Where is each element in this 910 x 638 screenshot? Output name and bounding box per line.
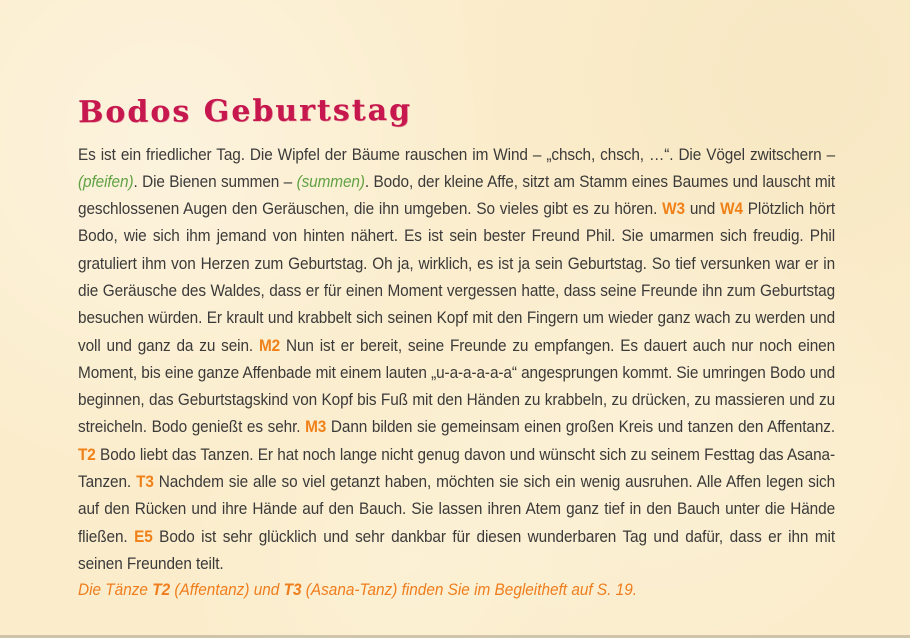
story-paragraph: [78, 142, 835, 579]
dance-code: T3: [283, 580, 302, 599]
text-run: und: [684, 200, 721, 219]
cue-marker: T3: [136, 473, 154, 492]
cue-marker: M2: [258, 336, 281, 355]
cue-marker: W3: [662, 200, 685, 219]
text-run: . Die Bienen summen –: [133, 172, 297, 191]
cue-marker: E5: [134, 527, 153, 546]
text-run: Es ist ein friedlicher Tag. Die Wipfel der Bäume rauschen im Wind – „chsch, chsch, …“. Die Vögel zwitschern –: [78, 145, 836, 164]
cue-marker: T2: [78, 445, 96, 464]
text-run: . Bodo, der kleine Affe, sitzt am Stamm eines Baumes und lauscht mit geschlossenen Augen den Geräuschen, die ihn umgeben. So vieles gibt es zu hören.: [78, 172, 836, 219]
sound-cue: (summen): [296, 172, 365, 191]
dance-code: T2: [152, 580, 171, 599]
text-run: (Affentanz) und: [170, 580, 284, 599]
text-run: Bodo ist sehr glücklich und sehr dankbar für diesen wunderbaren Tag und dafür, dass er ihn mit seinen Freunden teilt.: [78, 527, 836, 573]
text-run: Nachdem sie alle so viel getanzt haben, möchten sie sich ein wenig ausruhen. Alle Affen legen sich auf den Rücken und ihre Hände auf den Bauch. Sie lassen ihren Atem ganz tief in den Bauch unter die Hände fließen.: [78, 473, 836, 546]
text-run: (Asana-Tanz) finden Sie im Begleitheft auf S. 19.: [301, 580, 638, 599]
text-run: Plötzlich hört Bodo, wie sich ihm jemand von hinten nähert. Es ist sein bester Freund Phil. Sie umarmen sich freudig. Phil gratuliert ihm von Herzen zum Geburtstag. Oh ja, wirklich, es ist ja sein Geburtstag. So tief versunken war er in die Geräusche des Waldes, dass er für einen Moment vergessen hatte, dass seine Freunde ihn zum Geburtstag besuchen würden. Er krault und krabbelt sich seinen Kopf mit den Fingern um wieder ganz wach zu werden und voll und ganz da zu sein.: [78, 200, 836, 355]
cue-marker: M3: [305, 418, 327, 437]
footer-note: [78, 578, 835, 602]
text-run: Bodo liebt das Tanzen. Er hat noch lange nicht genug davon und wünscht sich zu seinem Festtag das Asana-Tanzen.: [78, 445, 836, 492]
text-run: Nun ist er bereit, seine Freunde zu empfangen. Es dauert auch nur noch einen Moment, bis eine ganze Affenbade mit einem lauten „u-a-a-a-a-a“ angesprungen kommt. Sie umringen Bodo und beginnen, das Geburtstagskind von Kopf bis Fuß mit den Händen zu krabbeln, zu drücken, zu massieren und zu streicheln. Bodo genießt es sehr.: [78, 336, 836, 437]
sound-cue: (pfeifen): [78, 172, 134, 191]
cue-marker: W4: [720, 200, 743, 219]
text-run: Die Tänze: [78, 580, 153, 599]
text-run: Dann bilden sie gemeinsam einen großen Kreis und tanzen den Affentanz.: [326, 418, 836, 437]
page-title: Bodos Geburtstag: [77, 92, 413, 131]
